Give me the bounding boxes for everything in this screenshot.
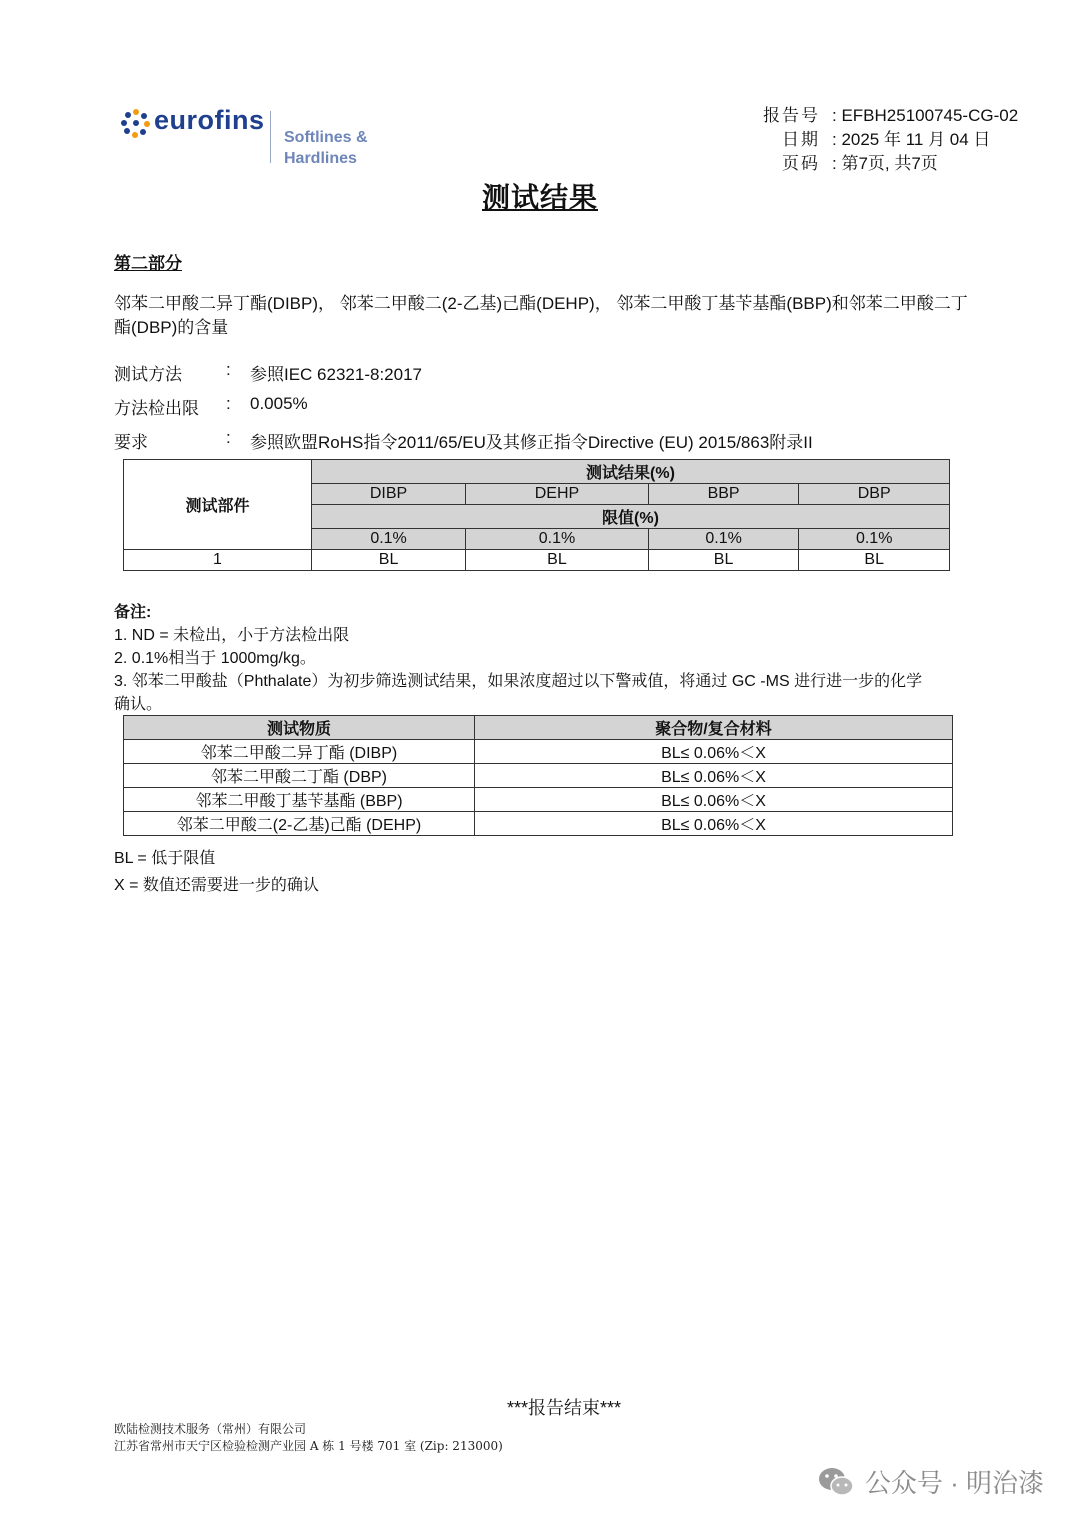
column-header: 聚合物/复合材料 xyxy=(475,716,953,740)
table-row xyxy=(124,812,953,836)
logo-divider xyxy=(270,111,271,163)
meta-row-report-no xyxy=(760,104,1037,128)
table-row xyxy=(124,460,950,484)
results-header: 测试结果(%) xyxy=(312,460,950,484)
results-table xyxy=(123,459,950,571)
substance-header: DBP xyxy=(799,484,950,505)
table-row xyxy=(124,550,950,571)
meta-label: 页码 xyxy=(782,154,820,173)
logo-sub-line1: Softlines & xyxy=(284,129,368,146)
result-cell: BL xyxy=(648,550,799,571)
note-item: 2. 0.1%相当于 1000mg/kg。 xyxy=(114,650,316,667)
substance-cell: 邻苯二甲酸二(2-乙基)己酯 (DEHP) xyxy=(124,812,475,836)
limit-header: 限值(%) xyxy=(312,505,950,529)
watermark-text: 公众号 · 明治漆 xyxy=(864,1468,1044,1498)
result-cell: BL xyxy=(466,550,649,571)
eurofins-dots-icon xyxy=(120,107,152,139)
column-header: 测试物质 xyxy=(124,716,475,740)
threshold-cell: BL≤ 0.06%＜X xyxy=(475,740,953,764)
info-value: 参照IEC 62321-8:2017 xyxy=(250,365,422,384)
section-title: 第二部分 xyxy=(114,254,182,273)
note-item: 1. ND = 未检出，小于方法检出限 xyxy=(114,627,350,644)
meta-value: : EFBH25100745-CG-02 xyxy=(832,106,1019,125)
note-item: 确认。 xyxy=(114,696,163,713)
notes-title: 备注: xyxy=(114,604,152,621)
meta-row-page xyxy=(760,152,1037,176)
meta-label: 日期 xyxy=(782,130,820,149)
info-label: 要求 xyxy=(114,433,148,452)
report-end-mark: ***报告结束*** xyxy=(506,1398,622,1418)
footer xyxy=(114,1421,503,1455)
part-header: 测试部件 xyxy=(124,460,312,550)
logo-brand: eurofins xyxy=(154,105,265,135)
substance-header: DIBP xyxy=(312,484,466,505)
logo-subtitle xyxy=(284,127,368,169)
table-row xyxy=(124,740,953,764)
substance-cell: 邻苯二甲酸丁基苄基酯 (BBP) xyxy=(124,788,475,812)
legend-bl: BL = 低于限值 xyxy=(114,850,216,867)
footer-address: 江苏省常州市天宁区检验检测产业园 A 栋 1 号楼 701 室 (Zip: 213000) xyxy=(114,1439,503,1453)
info-colon: : xyxy=(226,394,231,413)
note-item: 3. 邻苯二甲酸盐（Phthalate）为初步筛选测试结果，如果浓度超过以下警戒值，将通过 GC -MS 进行进一步的化学 xyxy=(114,673,923,690)
threshold-cell: BL≤ 0.06%＜X xyxy=(475,812,953,836)
intro-line: 邻苯二甲酸二异丁酯(DIBP)， 邻苯二甲酸二(2-乙基)己酯(DEHP)， 邻苯二甲酸丁基苄基酯(BBP)和邻苯二甲酸二丁 xyxy=(114,294,968,313)
intro-line: 酯(DBP)的含量 xyxy=(114,318,229,337)
info-label: 方法检出限 xyxy=(114,399,199,418)
table-row xyxy=(124,764,953,788)
footer-company: 欧陆检测技术服务（常州）有限公司 xyxy=(114,1422,307,1436)
info-value: 参照欧盟RoHS指令2011/65/EU及其修正指令Directive (EU) 2015/863附录II xyxy=(250,433,813,452)
legend-x: X = 数值还需要进一步的确认 xyxy=(114,877,319,894)
notes xyxy=(114,601,1014,716)
substance-cell: 邻苯二甲酸二异丁酯 (DIBP) xyxy=(124,740,475,764)
info-colon: : xyxy=(226,428,231,447)
meta-label: 报告号 xyxy=(763,106,820,125)
info-row-test-method xyxy=(114,360,422,385)
wechat-icon xyxy=(817,1466,855,1498)
info-label: 测试方法 xyxy=(114,365,182,384)
report-meta xyxy=(760,104,1037,176)
info-colon: : xyxy=(226,360,231,379)
eurofins-logo xyxy=(120,105,380,165)
intro-text xyxy=(114,292,1014,340)
limit-value: 0.1% xyxy=(799,529,950,550)
result-cell: BL xyxy=(799,550,950,571)
limit-value: 0.1% xyxy=(466,529,649,550)
watermark xyxy=(817,1463,1044,1500)
screening-table xyxy=(123,715,953,836)
info-row-requirement xyxy=(114,428,813,453)
meta-value: : 第7页, 共7页 xyxy=(832,154,938,173)
limit-value: 0.1% xyxy=(648,529,799,550)
threshold-cell: BL≤ 0.06%＜X xyxy=(475,788,953,812)
part-cell: 1 xyxy=(124,550,312,571)
logo-sub-line2: Hardlines xyxy=(284,150,357,167)
info-value: 0.005% xyxy=(250,394,308,413)
table-row xyxy=(124,788,953,812)
table-row xyxy=(124,716,953,740)
page-title: 测试结果 xyxy=(481,182,598,213)
meta-value: : 2025 年 11 月 04 日 xyxy=(832,130,991,149)
substance-header: DEHP xyxy=(466,484,649,505)
meta-row-date xyxy=(760,128,1037,152)
threshold-cell: BL≤ 0.06%＜X xyxy=(475,764,953,788)
substance-header: BBP xyxy=(648,484,799,505)
limit-value: 0.1% xyxy=(312,529,466,550)
info-row-detection-limit xyxy=(114,394,308,419)
result-cell: BL xyxy=(312,550,466,571)
substance-cell: 邻苯二甲酸二丁酯 (DBP) xyxy=(124,764,475,788)
